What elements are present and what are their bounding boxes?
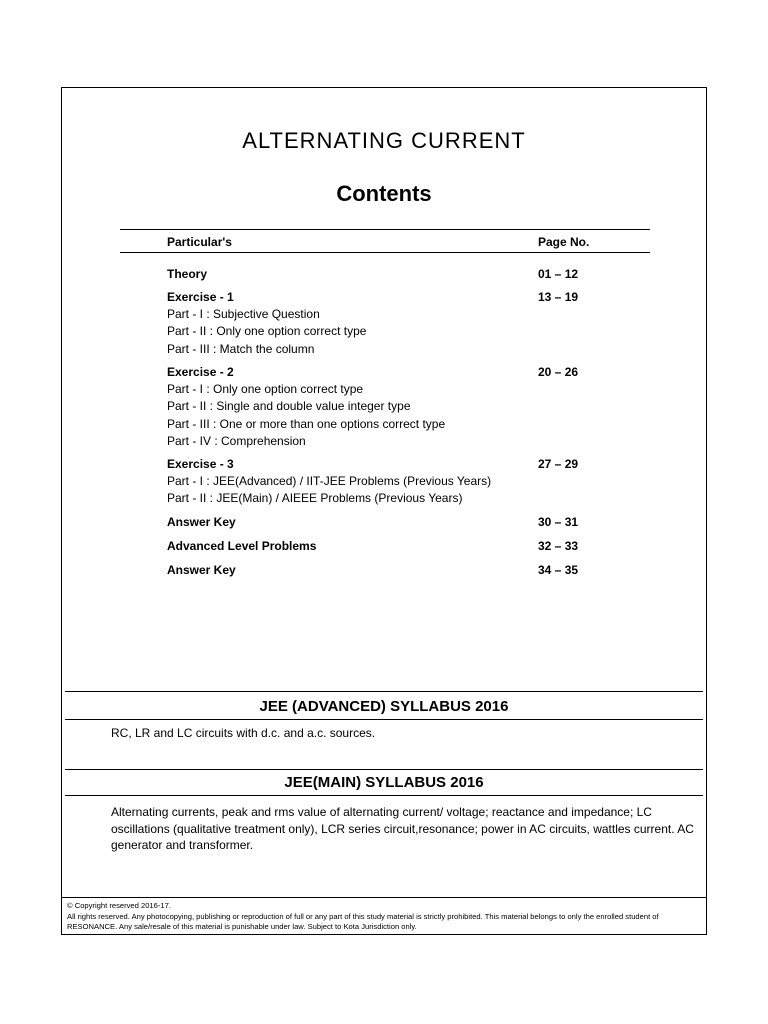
advanced-syllabus-top-rule [65, 691, 703, 692]
advanced-syllabus-heading: JEE (ADVANCED) SYLLABUS 2016 [259, 698, 509, 715]
copyright-line: © Copyright reserved 2016-17. [67, 901, 171, 910]
toc-entry-title: Exercise - 2 [167, 365, 234, 379]
footer-rule [62, 897, 706, 898]
toc-sub-item: Part - III : Match the column [167, 341, 315, 356]
toc-entry-advanced-level-problems [167, 538, 647, 555]
chapter-title: ALTERNATING CURRENT [242, 128, 526, 153]
toc-sub-item: Part - I : JEE(Advanced) / IIT-JEE Problems (Previous Years) [167, 474, 492, 488]
toc-entry-page: 34 – 35 [538, 563, 579, 577]
toc-sub-item: Part - II : Only one option correct type [167, 324, 367, 339]
toc-entry-answer-key [167, 514, 647, 531]
toc-header-rule [120, 252, 650, 253]
toc-entry-theory [167, 266, 647, 283]
toc-entry-page: 30 – 31 [538, 515, 579, 529]
contents-title: Contents [336, 181, 432, 206]
toc-entry-page: 20 – 26 [538, 365, 579, 379]
copyright-block [67, 901, 703, 933]
toc-entry-exercise-1 [167, 289, 647, 358]
toc-entry-exercise-2 [167, 364, 647, 450]
toc-entry-page: 32 – 33 [538, 539, 579, 553]
toc-entry-title: Exercise - 1 [167, 290, 234, 304]
toc-entry-answer-key-2 [167, 562, 647, 579]
page-frame [61, 87, 707, 935]
toc-entry-page: 13 – 19 [538, 290, 579, 304]
toc-sub-item: Part - IV : Comprehension [167, 433, 306, 448]
toc-sub-item: Part - I : Only one option correct type [167, 382, 364, 396]
main-syllabus-bottom-rule [65, 795, 703, 796]
main-syllabus-text: Alternating currents, peak and rms value of alternating current/ voltage; reactance and impedance; LC oscillations (qualitative treatment only), LCR series circuit,resonance; power in AC circuits, wattles current. AC generator and transformer. [111, 805, 694, 852]
toc-sub-item: Part - I : Subjective Question [167, 307, 320, 321]
toc-column-particulars: Particular's [167, 235, 232, 249]
toc-entry-title: Answer Key [167, 515, 236, 529]
toc-entry-title: Answer Key [167, 563, 236, 577]
toc-top-rule [120, 229, 650, 230]
toc-entry-title: Exercise - 3 [167, 457, 234, 471]
advanced-syllabus-text: RC, LR and LC circuits with d.c. and a.c. sources. [111, 726, 376, 740]
toc-entry-page: 01 – 12 [538, 267, 579, 281]
toc-entry-exercise-3 [167, 456, 647, 508]
advanced-syllabus-bottom-rule [65, 719, 703, 720]
rights-text: All rights reserved. Any photocopying, publishing or reproduction of full or any part of this study material is strictly prohibited. This material belongs to only the enrolled student of RESONANCE. Any sale/resale of this material is punishable under law. Subject to Kota Jurisdiction only. [67, 911, 659, 931]
toc-sub-item: Part - II : Single and double value integer type [167, 399, 411, 414]
main-syllabus-heading: JEE(MAIN) SYLLABUS 2016 [284, 774, 484, 791]
toc-entry-page: 27 – 29 [538, 457, 579, 471]
toc-sub-item: Part - II : JEE(Main) / AIEEE Problems (Previous Years) [167, 491, 463, 506]
main-syllabus-top-rule [65, 769, 703, 770]
toc-entry-title: Theory [167, 267, 208, 281]
toc-column-page: Page No. [538, 235, 590, 249]
toc-entry-title: Advanced Level Problems [167, 539, 317, 553]
toc-sub-item: Part - III : One or more than one options correct type [167, 416, 446, 431]
